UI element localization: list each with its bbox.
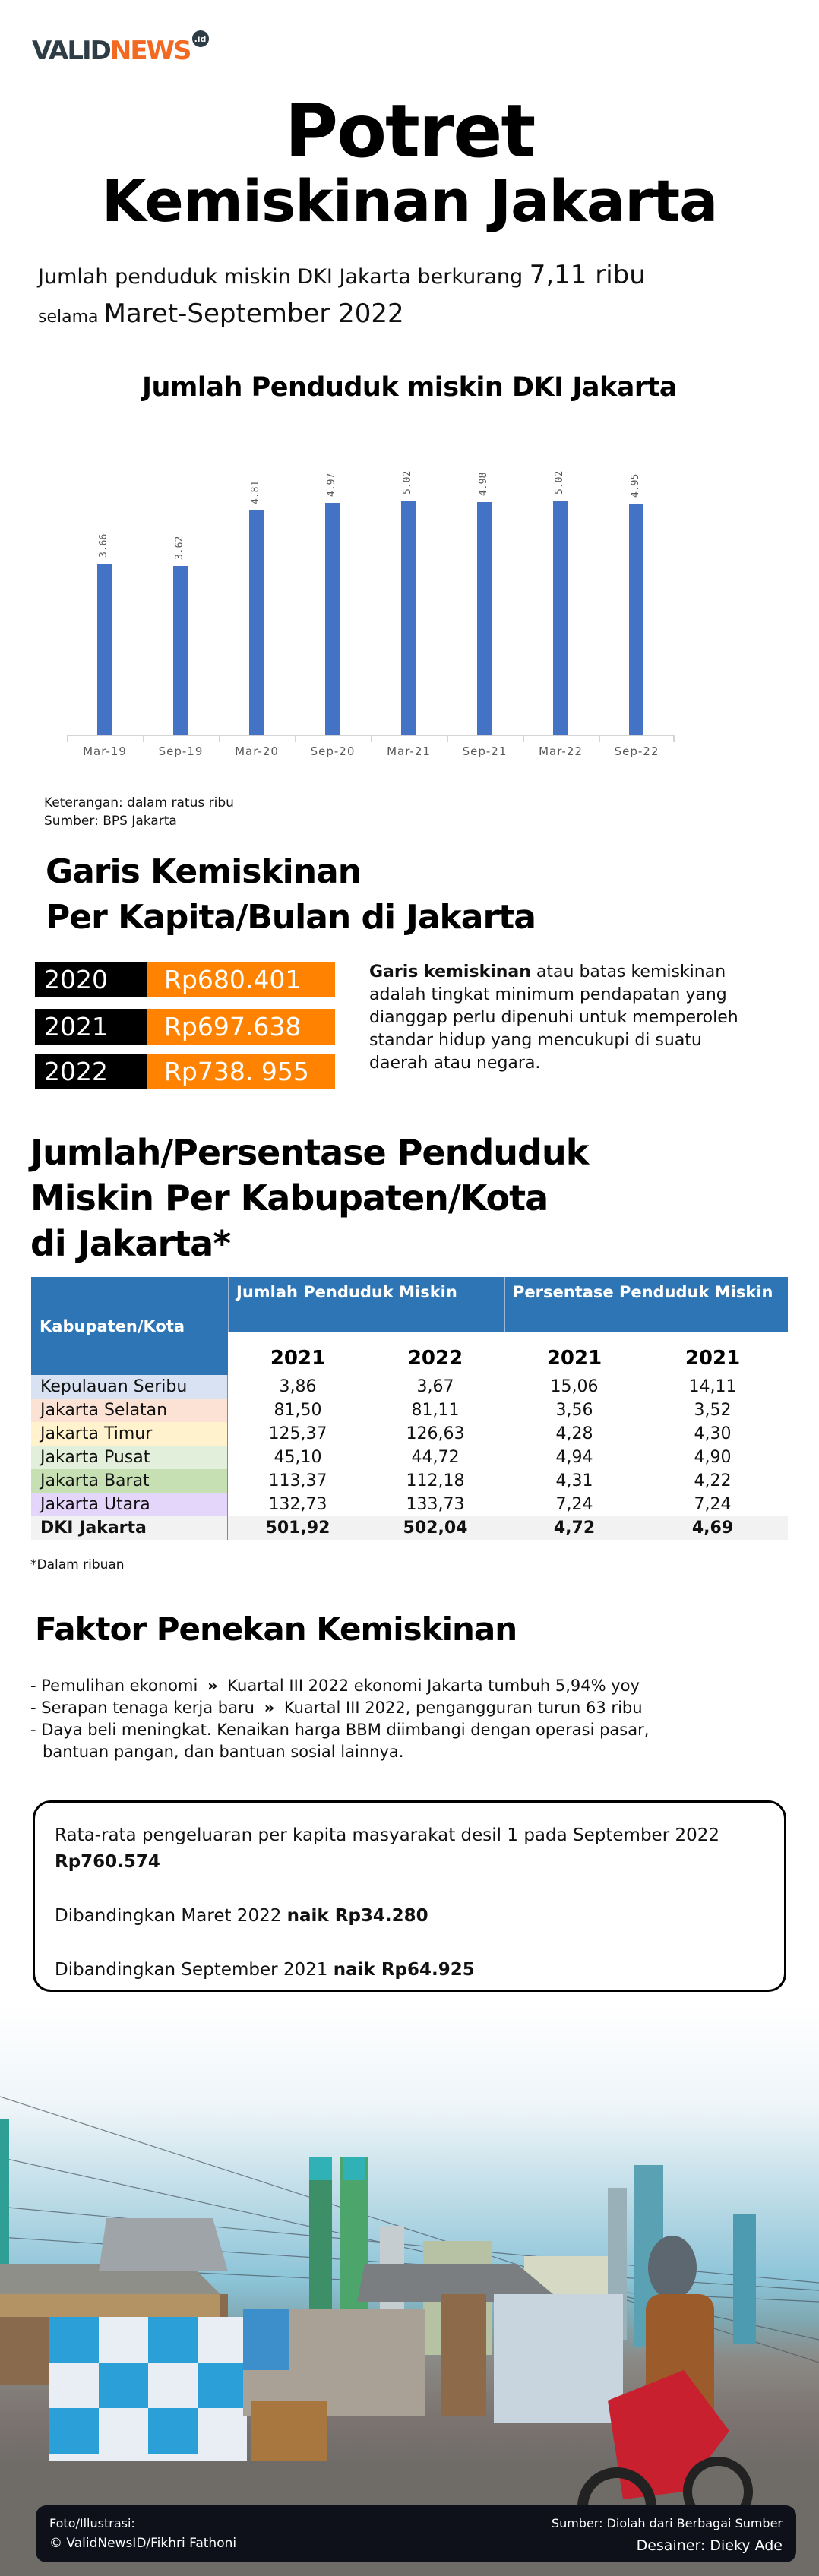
chart-bar-group	[371, 425, 447, 760]
header-year: 2022	[407, 1347, 463, 1370]
garis-row-2021	[35, 1009, 335, 1045]
chart-category-label: Mar-22	[539, 744, 583, 758]
faktor-detail: Kuartal III 2022 ekonomi Jakarta tumbuh 5,94% yoy	[227, 1677, 640, 1695]
bar-chart	[67, 425, 675, 760]
chart-notes	[44, 794, 234, 830]
table-cell-kabupaten: Jakarta Utara	[31, 1493, 228, 1516]
chart-bar-group	[67, 425, 143, 760]
table-cell-value: 4,90	[694, 1448, 732, 1467]
chart-data-label: 4.98	[478, 472, 489, 497]
chart-category-label: Sep-21	[462, 744, 508, 758]
chart-category-label: Sep-22	[614, 744, 659, 758]
garis-value: Rp697.638	[147, 1009, 335, 1045]
double-chevron-right-icon: »	[207, 1677, 218, 1695]
table-cell-kabupaten: Kepulauan Seribu	[31, 1375, 228, 1399]
table-row	[31, 1469, 788, 1493]
header-year: 2021	[270, 1347, 326, 1370]
table-cell-value: 3,52	[694, 1401, 732, 1420]
chart-category-label: Sep-19	[158, 744, 204, 758]
chart-bar-group	[219, 425, 295, 760]
chart-bar	[553, 501, 568, 735]
subtitle-part2: selama	[38, 308, 104, 327]
logo-id-badge: .id	[192, 30, 209, 47]
photo-illustration	[0, 2005, 819, 2576]
table-cell-value: 112,18	[406, 1471, 465, 1490]
garis-desc-text: atau batas kemiskinan adalah tingkat minimum pendapatan yang dianggap perlu dipenuhi untuk memperoleh standar hidup yang mencukupi di suatu daerah atau negara.	[369, 962, 738, 1073]
source-credit: Sumber: Diolah dari Berbagai Sumber	[551, 2516, 783, 2530]
chart-data-label: 4.97	[326, 473, 337, 497]
logo-news-text: NEWS	[109, 36, 191, 66]
garis-title-line1: Garis Kemiskinan	[46, 852, 362, 891]
validnews-logo	[32, 33, 209, 64]
chart-source: Sumber: BPS Jakarta	[44, 814, 177, 829]
page-title-line1: Potret	[284, 89, 535, 174]
header-persentase-group: Persentase Penduduk Miskin	[504, 1277, 788, 1332]
garis-row-2020	[35, 962, 335, 997]
table-cell-value: 4,31	[555, 1471, 593, 1490]
designer-credit: Desainer: Dieky Ade	[636, 2537, 783, 2554]
photo-credit: © ValidNewsID/Fikhri Fathoni	[49, 2536, 237, 2551]
box-text: Dibandingkan September 2021	[55, 1960, 334, 1980]
table-cell-value: 132,73	[268, 1495, 327, 1514]
table-cell-value: 113,37	[268, 1471, 327, 1490]
chart-unit-note: Keterangan: dalam ratus ribu	[44, 795, 234, 811]
subtitle-highlight2: Maret-September 2022	[103, 299, 404, 329]
table-title-line1: Jumlah/Persentase Penduduk	[30, 1132, 589, 1173]
photo-label: Foto/Illustrasi:	[49, 2516, 135, 2530]
faktor-detail: Kuartal III 2022, pengangguran turun 63 ribu	[283, 1699, 643, 1717]
table-row	[31, 1375, 788, 1399]
garis-year: 2020	[35, 962, 147, 997]
chart-bar	[249, 510, 264, 735]
chart-bar	[629, 504, 644, 735]
logo-valid-text: VALID	[32, 36, 110, 66]
faktor-list	[30, 1675, 798, 1763]
chart-bar	[477, 502, 492, 735]
table-cell-value: 502,04	[403, 1519, 468, 1538]
table-cell-value: 3,67	[416, 1377, 454, 1396]
chart-bar	[401, 501, 416, 735]
table-row	[31, 1493, 788, 1516]
chart-category-label: Mar-21	[387, 744, 431, 758]
chart-data-label: 5.02	[554, 470, 565, 495]
garis-value: Rp680.401	[147, 962, 335, 997]
table-cell-value: 4,72	[553, 1519, 596, 1538]
garis-kemiskinan-title	[46, 849, 536, 940]
box-text: Rata-rata pengeluaran per kapita masyarakat desil 1 pada September 2022	[55, 1825, 719, 1845]
table-cell-value: 4,69	[691, 1519, 734, 1538]
table-title-line3: di Jakarta*	[30, 1223, 231, 1264]
faktor-label: - Pemulihan ekonomi	[30, 1677, 198, 1695]
table-total-row	[31, 1516, 788, 1540]
jakarta-street-photo	[0, 2005, 819, 2576]
chart-data-label: 4.81	[250, 480, 261, 504]
box-bold-value: Rp760.574	[55, 1852, 160, 1872]
chart-bar	[173, 566, 188, 735]
chart-category-label: Mar-19	[83, 744, 127, 758]
garis-value: Rp738. 955	[147, 1054, 335, 1089]
box-paragraph-3	[55, 1957, 764, 1983]
spending-info-box	[33, 1800, 786, 1992]
table-cell-value: 501,92	[265, 1519, 330, 1538]
faktor-title: Faktor Penekan Kemiskinan	[35, 1610, 517, 1648]
table-cell-value: 45,10	[274, 1448, 322, 1467]
garis-year: 2021	[35, 1009, 147, 1045]
table-cell-value: 4,30	[694, 1424, 732, 1443]
table-cell-kabupaten: DKI Jakarta	[31, 1516, 228, 1540]
table-row	[31, 1399, 788, 1422]
table-cell-value: 125,37	[268, 1424, 327, 1443]
box-bold-value: naik Rp34.280	[286, 1906, 428, 1926]
table-cell-value: 3,56	[555, 1401, 593, 1420]
subtitle	[38, 257, 798, 336]
box-paragraph-1	[55, 1822, 764, 1876]
table-cell-value: 4,28	[555, 1424, 593, 1443]
box-text: Dibandingkan Maret 2022	[55, 1906, 287, 1926]
chart-bar-group	[143, 425, 219, 760]
table-cell-value: 44,72	[411, 1448, 460, 1467]
table-cell-value: 14,11	[688, 1377, 737, 1396]
table-title-line2: Miskin Per Kabupaten/Kota	[30, 1177, 549, 1218]
table-cell-value: 7,24	[555, 1495, 593, 1514]
faktor-item-continued: bantuan pangan, dan bantuan sosial lainnya.	[43, 1743, 404, 1761]
page-title-line2: Kemiskinan Jakarta	[101, 167, 718, 235]
table-row	[31, 1422, 788, 1446]
garis-row-2022	[35, 1054, 335, 1089]
double-chevron-right-icon: »	[264, 1699, 275, 1717]
header-year: 2021	[685, 1347, 741, 1370]
table-title	[30, 1130, 790, 1266]
faktor-item	[30, 1697, 798, 1719]
table-cell-value: 126,63	[406, 1424, 465, 1443]
chart-bar-group	[447, 425, 523, 760]
faktor-item: - Daya beli meningkat. Kenaikan harga BBM diimbangi dengan operasi pasar,	[30, 1721, 650, 1739]
chart-bar-group	[295, 425, 371, 760]
chart-bar-group	[599, 425, 675, 760]
table-cell-value: 7,24	[694, 1495, 732, 1514]
table-cell-kabupaten: Jakarta Barat	[31, 1469, 228, 1493]
chart-bar-group	[523, 425, 599, 760]
faktor-item	[30, 1675, 798, 1697]
header-kabupaten: Kabupaten/Kota	[31, 1277, 228, 1375]
garis-year: 2022	[35, 1054, 147, 1089]
chart-title: Jumlah Penduduk miskin DKI Jakarta	[141, 372, 678, 403]
garis-title-line2: Per Kapita/Bulan di Jakarta	[46, 898, 536, 937]
chart-category-label: Sep-20	[310, 744, 356, 758]
chart-bar	[325, 503, 340, 735]
chart-data-label: 5.02	[402, 470, 413, 495]
subtitle-highlight1: 7,11 ribu	[529, 260, 646, 290]
header-jumlah-group: Jumlah Penduduk Miskin	[228, 1277, 504, 1332]
table-cell-value: 81,11	[411, 1401, 460, 1420]
chart-data-label: 3.66	[98, 533, 109, 558]
table-cell-value: 133,73	[406, 1495, 465, 1514]
table-cell-value: 15,06	[550, 1377, 599, 1396]
credits-footer	[36, 2505, 796, 2562]
chart-data-label: 3.62	[174, 536, 185, 560]
chart-bar	[97, 564, 112, 735]
subtitle-part1: Jumlah penduduk miskin DKI Jakarta berkurang	[38, 265, 530, 289]
chart-data-label: 4.95	[630, 473, 641, 498]
table-cell-value: 3,86	[279, 1377, 317, 1396]
table-cell-value: 4,94	[555, 1448, 593, 1467]
garis-description	[369, 961, 764, 1075]
garis-desc-bold: Garis kemiskinan	[369, 962, 531, 981]
table-cell-kabupaten: Jakarta Selatan	[31, 1399, 228, 1422]
box-bold-value: naik Rp64.925	[333, 1960, 475, 1980]
faktor-label: - Serapan tenaga kerja baru	[30, 1699, 255, 1717]
table-cell-kabupaten: Jakarta Timur	[31, 1422, 228, 1446]
table-note: *Dalam ribuan	[30, 1557, 125, 1572]
table-cell-value: 81,50	[274, 1401, 322, 1420]
table-cell-kabupaten: Jakarta Pusat	[31, 1446, 228, 1469]
box-paragraph-2	[55, 1903, 764, 1930]
chart-category-label: Mar-20	[235, 744, 279, 758]
table-row	[31, 1446, 788, 1469]
table-cell-value: 4,22	[694, 1471, 732, 1490]
header-year: 2021	[546, 1347, 602, 1370]
